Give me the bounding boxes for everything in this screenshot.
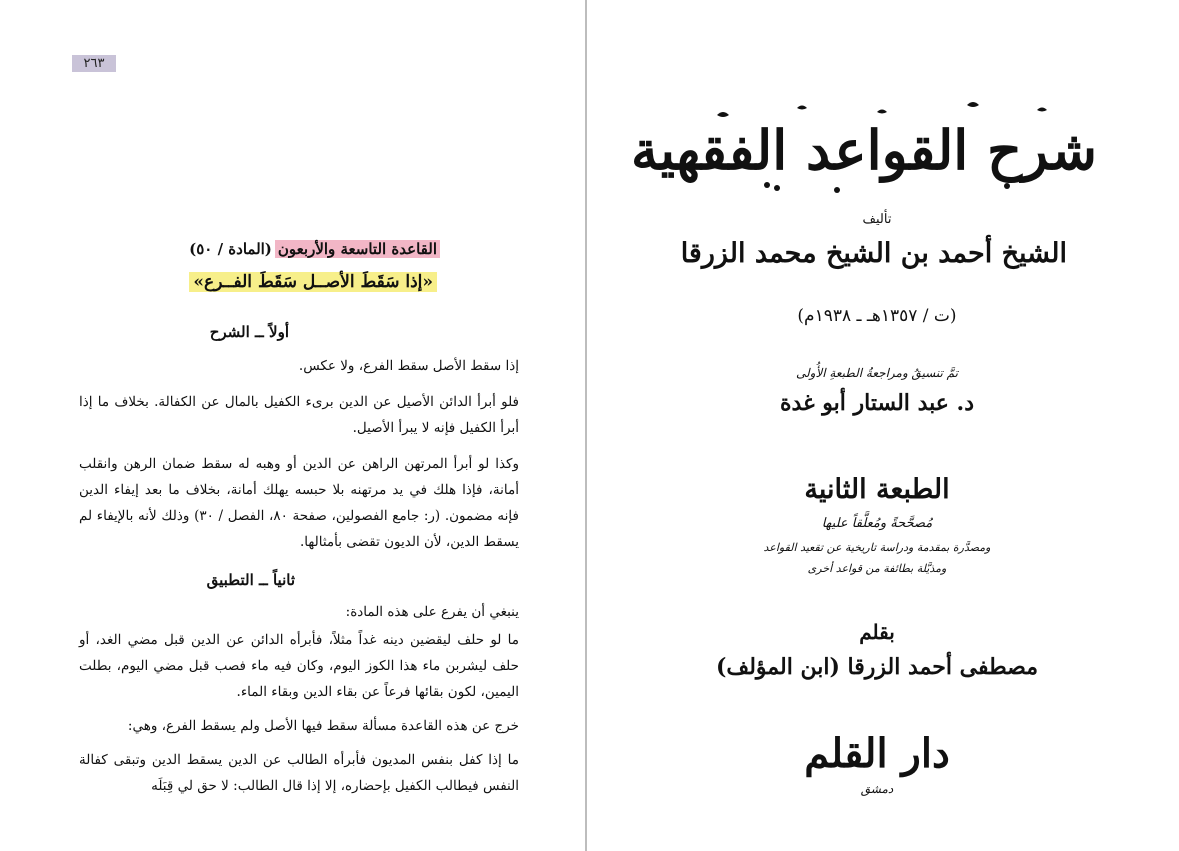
- author-name: الشيخ أحمد بن الشيخ محمد الزرقا: [680, 238, 1067, 269]
- edition-subtitle: مُصحَّحةً ومُعلَّقاً عليها: [821, 516, 933, 531]
- paragraph: وكذا لو أبرأ المرتهن الراهن عن الدين أو وهبه له سقط ضمان الرهن وانقلب أمانة، فإذا هلك في يد مرتهنه بلا حبسه يهلك أمانة، بخلاف ما بعد إيفاء الدين فإنه مضمون. (ر: جامع الفصولين، صفحة ٨٠، الفصل / ٣٠) وذلك لأنه بالإيفاء لم يسقط الدين، لأن الديون تقضى بأمثالها.: [79, 456, 519, 550]
- rule-heading: [186, 238, 440, 260]
- by-pen-label: بقلم: [859, 620, 895, 644]
- edition-subtitle: ومصدَّرة بمقدمة ودراسة تاريخية عن تقعيد القواعد: [763, 541, 991, 554]
- rule-article-number: (المادة / ٥٠): [189, 240, 272, 258]
- edition-subtitle: ومذيَّلة بطائفة من قواعد أخرى: [807, 562, 947, 575]
- rule-text-highlight: «إذا سَقَطَ الأصــل سَقَطَ الفــرع»: [189, 272, 437, 292]
- son-name: مصطفى أحمد الزرقا (ابن المؤلف): [716, 654, 1038, 680]
- reviser-name: د. عبد الستار أبو غدة: [780, 390, 974, 416]
- paragraph: فلو أبرأ الدائن الأصيل عن الدين برىء الكفيل بالمال عن الكفالة. بخلاف ما إذا أبرأ الكفيل فإنه لا يبرأ الأصيل.: [79, 394, 519, 436]
- title-page: [587, 0, 1179, 851]
- paragraph: ما لو حلف ليقضين دينه غداً مثلاً، فأبرأه الدائن عن الدين قبل مضي الغد، أو حلف ليشربن ماء هذا الكوز اليوم، وكان فيه ماء فصب قبل مضي اليوم، بطلت اليمين، لكون بقائها فرعاً عن بقاء الدين وبقاء الماء.: [79, 632, 519, 700]
- rule-text: [189, 268, 437, 296]
- paragraph: ما إذا كفل بنفس المديون فأبرأه الطالب عن الدين يسقط الدين وتبقى كفالة النفس فيطالب الكفيل بإحضاره، إلا إذا قال الطالب: لا حق لي قِبَلَه: [79, 752, 519, 794]
- publisher-logo: دار القلم: [804, 730, 950, 777]
- authored-by-label: تأليف: [862, 212, 892, 227]
- publisher-city: دمشق: [860, 782, 894, 796]
- edition-label: الطبعة الثانية: [804, 474, 950, 505]
- book-title: شرح القواعد الفقهية: [631, 118, 1097, 182]
- author-dates: (ت / ١٣٥٧هـ ـ ١٩٣٨م): [797, 306, 957, 326]
- page-number: ٢٦٣: [72, 55, 116, 72]
- revision-label: تمَّ تنسيقُ ومراجعةُ الطبعةِ الأُولى: [795, 366, 958, 380]
- paragraph: خرج عن هذه القاعدة مسألة سقط فيها الأصل ولم يسقط الفرع، وهي:: [127, 718, 519, 734]
- section-title-explanation: أولاً ــ الشرح: [209, 323, 289, 341]
- left-page: [0, 0, 585, 851]
- paragraph: ينبغي أن يفرع على هذه المادة:: [345, 604, 519, 620]
- rule-heading-highlight: القاعدة التاسعة والأربعون: [275, 240, 440, 258]
- section-title-application: ثانياً ــ التطبيق: [206, 571, 295, 589]
- paragraph: إذا سقط الأصل سقط الفرع، ولا عكس.: [298, 358, 519, 374]
